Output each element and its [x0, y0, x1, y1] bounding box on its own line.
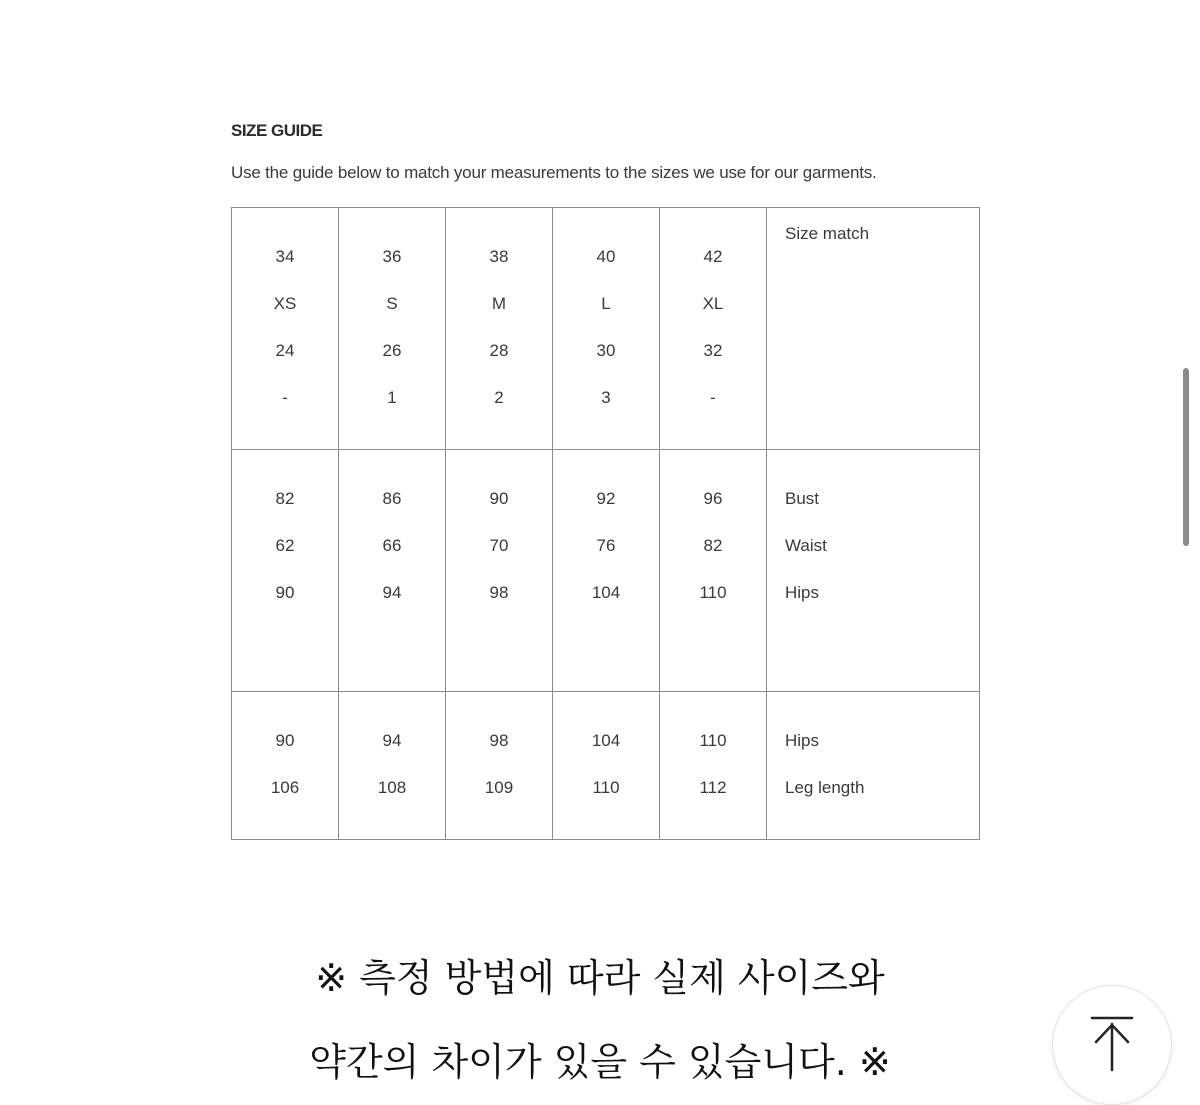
measurement-cell — [660, 692, 767, 840]
waist-label: Waist — [785, 536, 827, 555]
measurement-cell — [446, 692, 553, 840]
arrow-up-to-top-icon — [1088, 1014, 1136, 1077]
size-eu: 34 — [275, 247, 295, 266]
size-letter: XL — [702, 294, 724, 313]
hips-label: Hips — [785, 583, 820, 602]
size-guide-table — [231, 207, 980, 840]
size-num: 2 — [494, 388, 504, 407]
size-num: - — [282, 388, 288, 407]
table-row-body-measurements — [232, 450, 980, 692]
bust-value: 86 — [382, 489, 402, 508]
hips-value: 98 — [489, 583, 509, 602]
measurement-notice-line-1: ※ 측정 방법에 따라 실제 사이즈와 — [315, 956, 885, 1000]
size-match-label: Size match — [785, 224, 870, 243]
leg-length-label: Leg length — [785, 778, 865, 797]
scroll-to-top-button[interactable] — [1052, 985, 1172, 1105]
leg-length-value: 110 — [592, 778, 620, 797]
size-cell — [339, 208, 446, 450]
size-cell — [446, 208, 553, 450]
hips-value: 110 — [699, 731, 727, 750]
measurement-cell — [660, 450, 767, 692]
measurement-cell — [339, 692, 446, 840]
waist-value: 82 — [703, 536, 723, 555]
size-cell — [232, 208, 339, 450]
hips-value: 94 — [382, 731, 402, 750]
measurement-cell — [446, 450, 553, 692]
hips-value: 90 — [275, 583, 295, 602]
size-waist: 28 — [489, 341, 509, 360]
measurement-cell — [339, 450, 446, 692]
size-waist: 26 — [382, 341, 402, 360]
size-waist: 30 — [596, 341, 616, 360]
leg-length-value: 106 — [270, 778, 300, 797]
scrollbar-thumb[interactable] — [1183, 368, 1189, 546]
hips-value: 110 — [699, 583, 727, 602]
waist-value: 76 — [596, 536, 616, 555]
waist-value: 66 — [382, 536, 402, 555]
size-guide-title: SIZE GUIDE — [231, 121, 323, 140]
measurement-cell — [232, 450, 339, 692]
size-eu: 40 — [596, 247, 616, 266]
leg-length-value: 109 — [484, 778, 514, 797]
size-letter: M — [491, 294, 507, 313]
table-row-leg-measurements — [232, 692, 980, 840]
size-waist: 32 — [703, 341, 723, 360]
waist-value: 62 — [275, 536, 295, 555]
leg-length-value: 112 — [699, 778, 727, 797]
size-letter: XS — [273, 294, 297, 313]
measurement-cell — [553, 692, 660, 840]
size-num: 3 — [601, 388, 611, 407]
table-row-size-match — [232, 208, 980, 450]
size-eu: 36 — [382, 247, 402, 266]
hips-label: Hips — [785, 731, 820, 750]
hips-value: 94 — [382, 583, 402, 602]
bust-value: 82 — [275, 489, 295, 508]
hips-value: 90 — [275, 731, 295, 750]
size-letter: L — [601, 294, 611, 313]
size-eu: 42 — [703, 247, 723, 266]
hips-value: 104 — [591, 731, 621, 750]
leg-length-value: 108 — [377, 778, 407, 797]
label-cell — [767, 692, 980, 840]
bust-value: 96 — [703, 489, 723, 508]
hips-value: 104 — [591, 583, 621, 602]
size-num: - — [710, 388, 716, 407]
measurement-cell — [553, 450, 660, 692]
size-waist: 24 — [275, 341, 295, 360]
size-eu: 38 — [489, 247, 509, 266]
hips-value: 98 — [489, 731, 509, 750]
label-cell — [767, 208, 980, 450]
bust-label: Bust — [785, 489, 820, 508]
measurement-cell — [232, 692, 339, 840]
waist-value: 70 — [489, 536, 509, 555]
size-cell — [660, 208, 767, 450]
label-cell — [767, 450, 980, 692]
measurement-notice-line-2: 약간의 차이가 있을 수 있습니다. ※ — [309, 1040, 891, 1084]
bust-value: 92 — [596, 489, 616, 508]
size-cell — [553, 208, 660, 450]
bust-value: 90 — [489, 489, 509, 508]
size-num: 1 — [387, 388, 397, 407]
size-letter: S — [386, 294, 398, 313]
size-guide-description: Use the guide below to match your measurements to the sizes we use for our garments. — [231, 163, 877, 182]
